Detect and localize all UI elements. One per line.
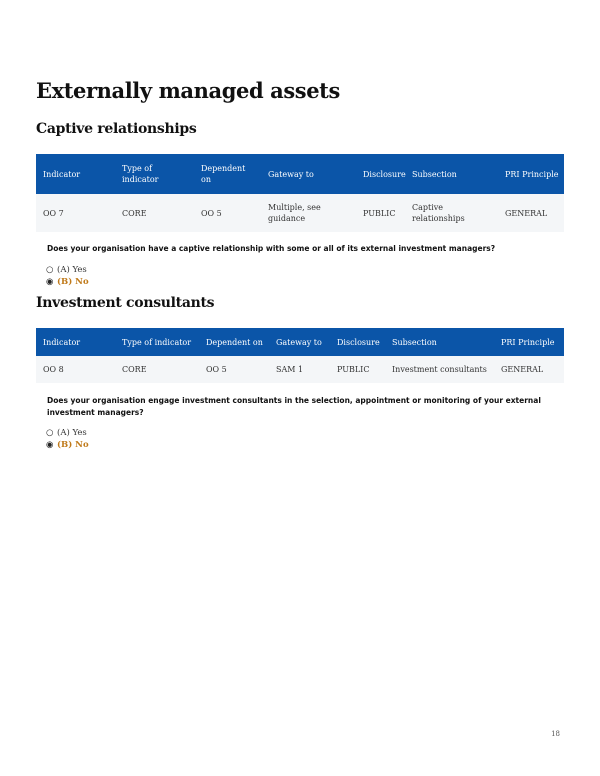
option-b-no[interactable] bbox=[46, 440, 89, 451]
header-subsection: Subsection bbox=[405, 154, 498, 194]
option-label: (B) No bbox=[57, 440, 89, 450]
radio-selected-icon: ◉ bbox=[46, 277, 54, 287]
indicator-table-captive bbox=[36, 154, 564, 232]
option-label: (A) Yes bbox=[57, 265, 87, 275]
cell-subsection: Captive relationships bbox=[405, 194, 498, 232]
cell-type-of-indicator: CORE bbox=[115, 356, 199, 383]
option-a-yes[interactable] bbox=[46, 265, 87, 276]
table-header-row bbox=[36, 154, 564, 194]
radio-unselected-icon: ○ bbox=[46, 428, 54, 438]
question-investment-consultants: Does your organisation engage investment consultants in the selection, appointment or monitoring of your external investment managers? bbox=[47, 396, 541, 417]
cell-indicator: OO 7 bbox=[36, 194, 115, 232]
cell-disclosure: PUBLIC bbox=[356, 194, 405, 232]
option-b-no[interactable] bbox=[46, 277, 89, 288]
header-pri-principle: PRI Principle bbox=[498, 154, 564, 194]
cell-type-of-indicator: CORE bbox=[115, 194, 194, 232]
table-row bbox=[36, 356, 564, 383]
header-disclosure: Disclosure bbox=[330, 328, 385, 356]
page-number: 18 bbox=[551, 730, 560, 738]
section-title-captive-relationships: Captive relationships bbox=[36, 121, 197, 137]
cell-gateway-to: SAM 1 bbox=[269, 356, 330, 383]
cell-subsection: Investment consultants bbox=[385, 356, 494, 383]
option-label: (A) Yes bbox=[57, 428, 87, 438]
header-pri-principle: PRI Principle bbox=[494, 328, 564, 356]
header-dependent-on: Dependent on bbox=[199, 328, 269, 356]
option-a-yes[interactable] bbox=[46, 428, 87, 439]
cell-disclosure: PUBLIC bbox=[330, 356, 385, 383]
header-type-of-indicator: Type of indicator bbox=[115, 154, 194, 194]
header-dependent-on: Dependent on bbox=[194, 154, 261, 194]
table-row bbox=[36, 194, 564, 232]
section-title-investment-consultants: Investment consultants bbox=[36, 295, 215, 311]
page-title: Externally managed assets bbox=[36, 78, 340, 103]
header-indicator: Indicator bbox=[36, 328, 115, 356]
question-captive-relationship: Does your organisation have a captive relationship with some or all of its external investment managers? bbox=[47, 244, 496, 253]
header-disclosure: Disclosure bbox=[356, 154, 405, 194]
cell-pri-principle: GENERAL bbox=[494, 356, 564, 383]
table-header-row bbox=[36, 328, 564, 356]
indicator-table-consultants bbox=[36, 328, 564, 383]
cell-gateway-to: Multiple, see guidance bbox=[261, 194, 356, 232]
header-indicator: Indicator bbox=[36, 154, 115, 194]
cell-indicator: OO 8 bbox=[36, 356, 115, 383]
option-label: (B) No bbox=[57, 277, 89, 287]
cell-dependent-on: OO 5 bbox=[194, 194, 261, 232]
radio-unselected-icon: ○ bbox=[46, 265, 54, 275]
header-type-of-indicator: Type of indicator bbox=[115, 328, 199, 356]
header-subsection: Subsection bbox=[385, 328, 494, 356]
header-gateway-to: Gateway to bbox=[269, 328, 330, 356]
radio-selected-icon: ◉ bbox=[46, 440, 54, 450]
header-gateway-to: Gateway to bbox=[261, 154, 356, 194]
cell-dependent-on: OO 5 bbox=[199, 356, 269, 383]
cell-pri-principle: GENERAL bbox=[498, 194, 564, 232]
